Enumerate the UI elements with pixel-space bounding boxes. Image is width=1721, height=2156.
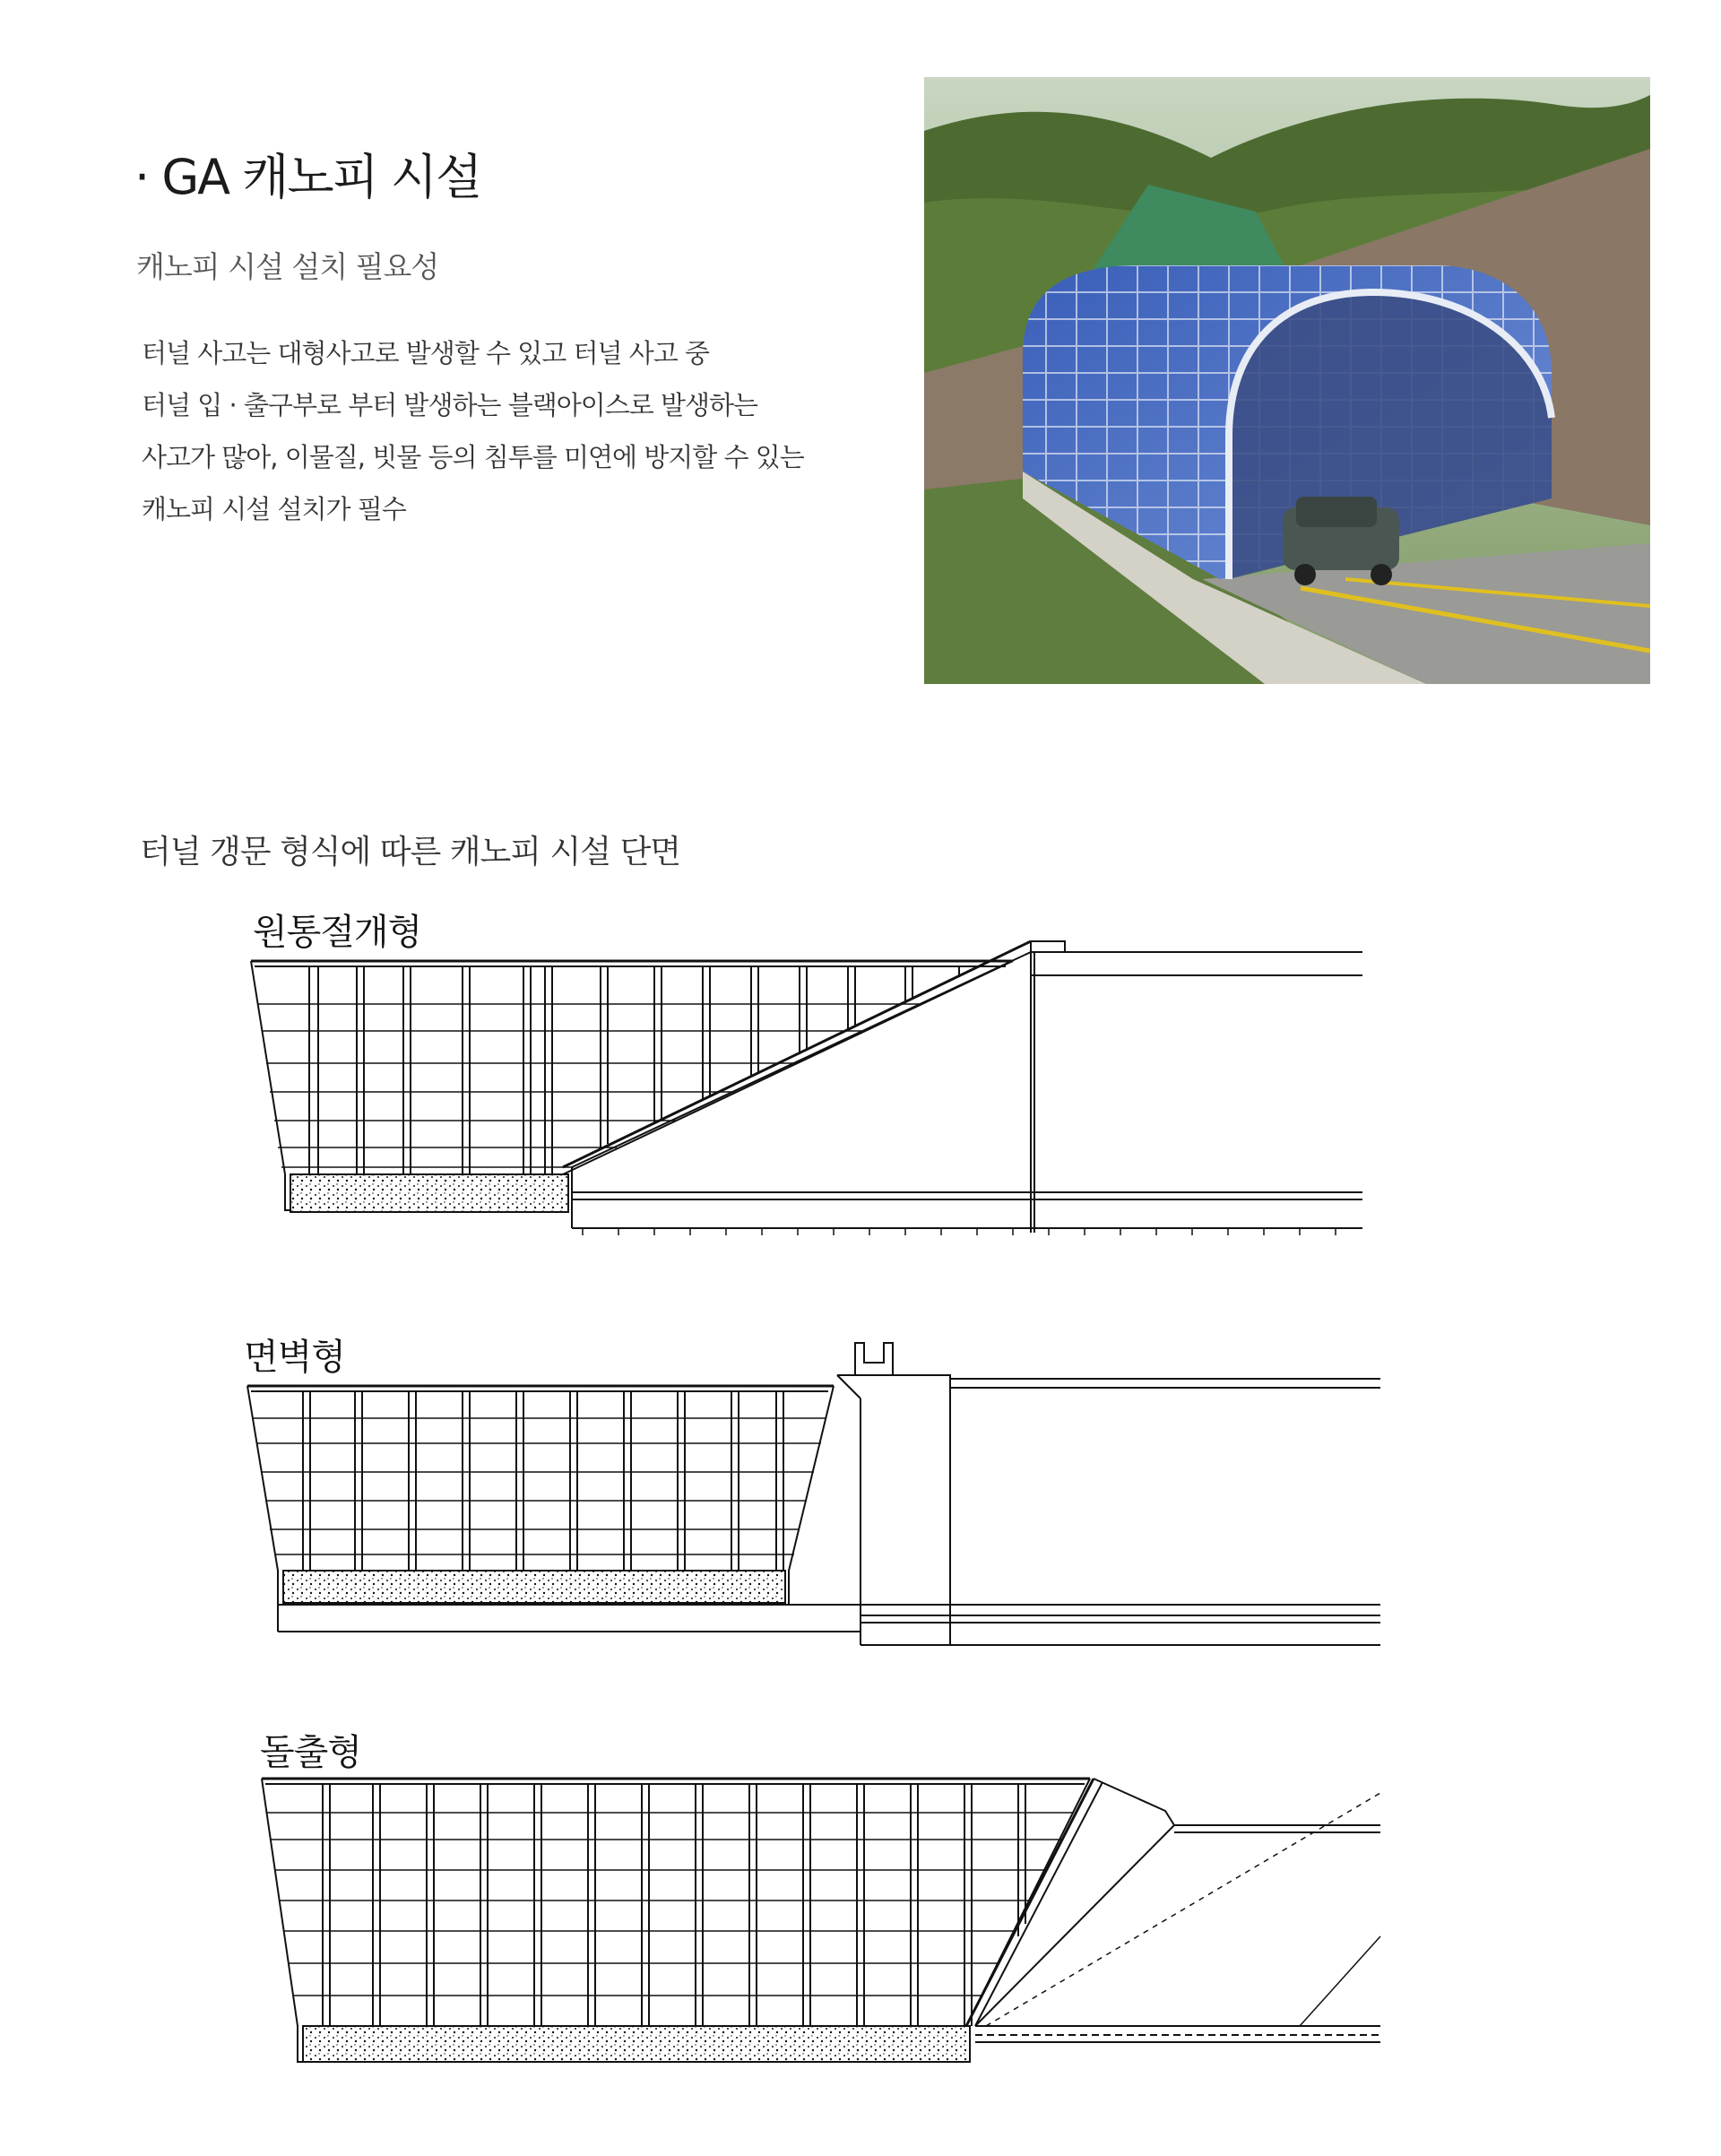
- diagram-wall-type: [242, 1336, 1389, 1658]
- diagram-label-protruding-type: 돌출형: [260, 1732, 361, 1773]
- canopy-photo-illustration: [924, 77, 1650, 684]
- page-title: · GA 캐노피 시설: [134, 149, 481, 205]
- description-line: 캐노피 시설 설치가 필수: [142, 494, 406, 524]
- description-line: 터널 사고는 대형사고로 발생할 수 있고 터널 사고 중: [142, 338, 710, 368]
- description-line: 터널 입 · 출구부로 부터 발생하는 블랙아이스로 발생하는: [142, 390, 758, 420]
- canopy-photo: [924, 77, 1650, 684]
- subtitle: 캐노피 시설 설치 필요성: [136, 249, 439, 284]
- diagram-protruding-type: [251, 1757, 1389, 2089]
- diagram-label-wall-type: 면벽형: [244, 1337, 345, 1378]
- section-title: 터널 갱문 형식에 따른 캐노피 시설 단면: [140, 834, 681, 870]
- diagram-cylindrical-cut: [242, 932, 1380, 1246]
- diagram-label-cylindrical-cut: 원통절개형: [253, 912, 422, 953]
- description-line: 사고가 많아, 이물질, 빗물 등의 침투를 미연에 방지할 수 있는: [142, 442, 804, 472]
